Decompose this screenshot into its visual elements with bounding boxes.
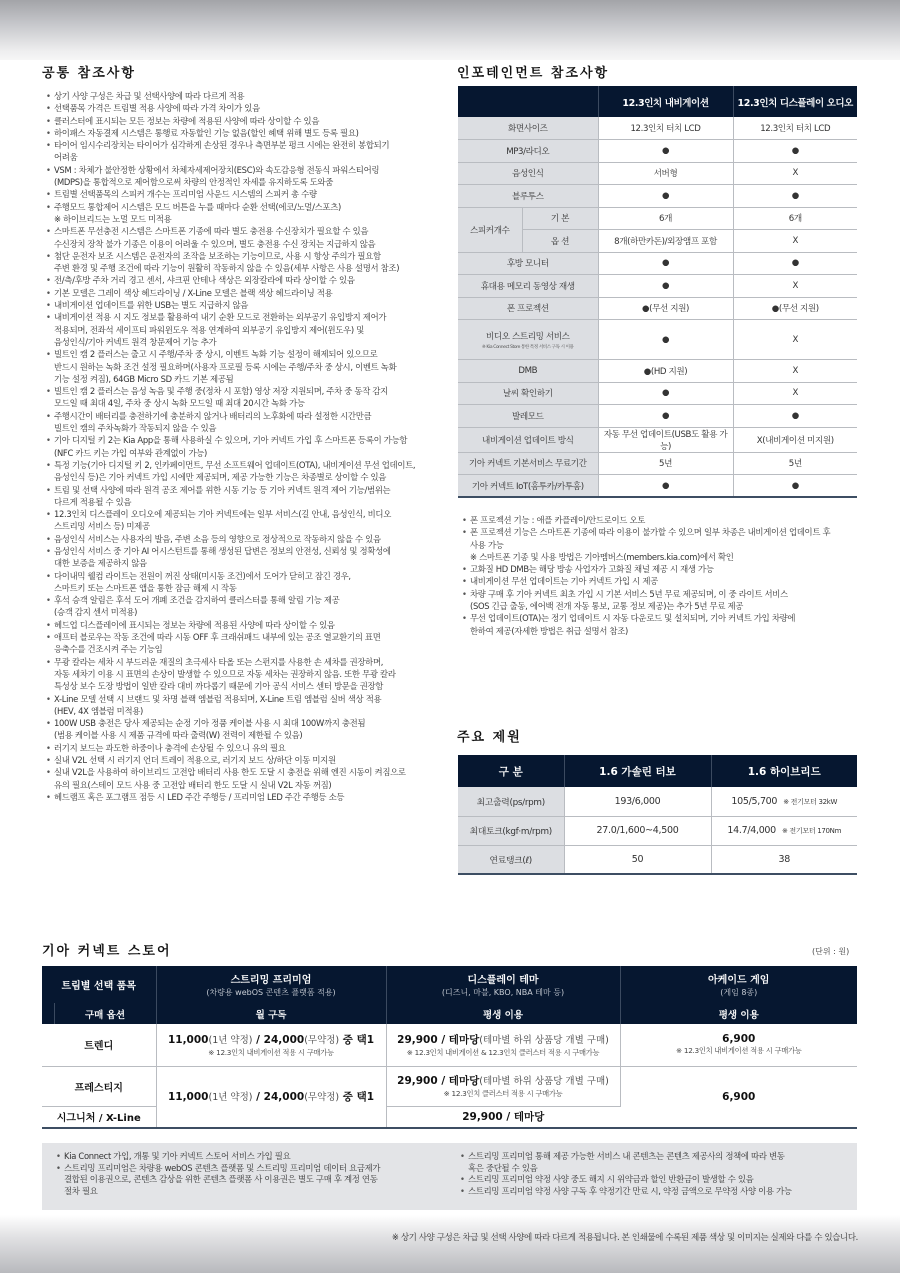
unit-label: (단위 : 원) <box>812 947 850 956</box>
note-item: • 러기지 보드는 과도한 하중이나 충격에 손상될 수 있으니 유의 필요 <box>46 742 451 754</box>
choose-one: 중 택1 <box>339 1033 375 1046</box>
table-row <box>42 1066 857 1106</box>
header-trim-option: 트림별 선택 품목 <box>42 966 156 1003</box>
theme-price: 29,900 / 테마당 <box>397 1075 480 1087</box>
cell-audio: ● <box>733 405 857 428</box>
note-item: • 애프터 블로우는 작동 조건에 따라 시동 OFF 후 크래쉬패드 내부에 있는 공조 열교환기의 표면 응축수를 건조시켜 주는 기능임 <box>46 631 451 656</box>
row-label: DMB <box>458 360 598 383</box>
cell-audio: 5년 <box>733 452 857 475</box>
header-hybrid: 1.6 하이브리드 <box>711 755 857 787</box>
header-streaming-type: 월 구독 <box>156 1003 386 1024</box>
cell-nav: ●(무선 지원) <box>598 297 733 320</box>
cell-audio: X(내비게이션 미지원) <box>733 427 857 452</box>
cell-nav: 6개 <box>598 207 733 230</box>
table-row <box>458 252 857 275</box>
table-row <box>458 297 857 320</box>
note-item: • 상기 사양 구성은 차급 및 선택사양에 따라 다르게 적용 <box>46 90 451 102</box>
infotainment-title: 인포테인먼트 참조사항 <box>457 66 610 81</box>
header-category: 구 분 <box>458 755 564 787</box>
theme-name: 디스플레이 테마 <box>467 975 539 986</box>
header-gasoline: 1.6 가솔린 터보 <box>564 755 711 787</box>
theme-note: ※ 12.3인치 내비게이션 & 12.3인치 클러스터 적용 시 구매가능 <box>406 1047 600 1057</box>
cell-audio: 12.3인치 터치 LCD <box>733 117 857 140</box>
note-item: ※ 스마트폰 기종 및 사용 방법은 기아멤버스(members.kia.com)에서 확인 <box>470 551 734 562</box>
price-annual: 11,000 <box>167 1033 209 1046</box>
header-arcade <box>620 966 857 1003</box>
hybrid-value: 105/5,700 <box>731 795 778 807</box>
header-blank <box>458 86 598 117</box>
trim-signature-xline: 시그니처 / X-Line <box>42 1106 156 1128</box>
note-item: • 고화질 HD DMB는 해당 방송 사업자가 고화질 채널 제공 시 재생 가능 <box>462 563 862 575</box>
cell-audio: ● <box>733 252 857 275</box>
cell-hybrid: 38 <box>711 845 857 874</box>
cell-audio: ● <box>733 140 857 163</box>
theme-note: ※ 12.3인치 클러스터 적용 시 구매가능 <box>443 1089 563 1098</box>
row-label-text: 비디오 스트리밍 서비스 <box>485 331 570 342</box>
page-bottom-gradient <box>0 1215 900 1273</box>
note-item: • 폰 프로젝션 기능은 스마트폰 기종에 따라 이용이 불가할 수 있으며 일부 차종은 내비게이션 업데이트 후 사용 가능 <box>462 526 862 551</box>
cell-gasoline: 50 <box>564 845 711 874</box>
cell-nav: ●(HD 지원) <box>598 360 733 383</box>
row-label: 연료탱크(ℓ) <box>458 845 564 874</box>
theme-detail: (테마별 하위 상품당 개별 구매) <box>479 1034 609 1046</box>
note-item: • VSM : 차체가 불안정한 상황에서 차체자세제어장치(ESC)와 속도감응형 전동식 파워스티어링 (MDPS)을 통합적으로 제어함으로써 차량의 안정적인 자세를 유지하도록 도와줌 <box>46 164 451 189</box>
note-item: • 기아 디지털 키 2는 Kia App을 통해 사용하실 수 있으며, 기아 커넥트 가입 후 스마트폰 등록이 가능함 (NFC 카드 키는 가입 여부와 관계없이 가능) <box>46 434 451 459</box>
footer-disclaimer: ※ 상기 사양 구성은 차급 및 선택 사양에 따라 다르게 적용됩니다. 본 인쇄물에 수록된 제품 색상 및 이미지는 실제와 다를 수 있습니다. <box>391 1232 858 1242</box>
cell-audio: ● <box>733 185 857 208</box>
cell-audio: 6개 <box>733 207 857 230</box>
table-row <box>458 185 857 208</box>
table-row <box>458 117 857 140</box>
note-item: • 헤드램프 혹은 포그램프 점등 시 LED 주간 주행등 / 프리미엄 LED 주간 주행등 소등 <box>46 791 451 803</box>
arcade-desc: (게임 8종) <box>720 988 758 997</box>
table-row <box>458 475 857 498</box>
table-row <box>458 140 857 163</box>
theme-desc: (디즈니, 마블, KBO, NBA 테마 등) <box>441 988 565 997</box>
cell-nav: ● <box>598 185 733 208</box>
note-item: • 실내 V2L을 사용하여 하이브리드 고전압 배터리 사용 한도 도달 시 충전을 위해 엔진 시동이 켜짐으로 유의 필요(스테이 모드 사용 중 고전압 배터리 한도 도달 시 실내 V2L 자동 꺼짐) <box>46 766 451 791</box>
common-notes-list <box>46 90 451 803</box>
note-item: • 타이어 임시수리장치는 타이어가 심각하게 손상된 경우나 측면부분 펑크 시에는 완전히 봉합되기 어려움 <box>46 139 451 164</box>
cell-arcade-trendy <box>620 1024 857 1066</box>
store-note-item: • 스트리밍 프리미엄 약정 사양 중도 해지 시 위약금과 할인 반환금이 발생할 수 있음 <box>460 1174 850 1186</box>
note-item: • 내비게이션 무선 업데이트는 기아 커넥트 가입 시 제공 <box>462 575 862 587</box>
table-header-row <box>42 966 857 1003</box>
note-item: • 주행모드 통합제어 시스템은 모드 버튼을 누를 때마다 순환 선택(에코/노멀/스포츠) ※ 하이브리드는 노멀 모드 미적용 <box>46 201 451 226</box>
price-annual: 11,000 <box>167 1091 209 1104</box>
cell-hybrid <box>711 787 857 816</box>
note-item: • 무광 칼라는 세차 시 부드러운 재질의 초극세사 타올 또는 스펀지를 사용한 손 세차를 권장하며, 자동 세차기 이용 시 표면의 손상이 발생할 수 있으므로 자동 세차는 권장하지 않음. 또한 무광 칼라 특성상 보수 도장 방법이 일반 칼라 대비 까다롭기 때문에 기아 공식 서비스 센터 방문을 권장함 <box>46 656 451 693</box>
header-display-audio: 12.3인치 디스플레이 오디오 <box>733 86 857 117</box>
store-note-item: • 스트리밍 프리미엄은 차량용 webOS 콘텐츠 플랫폼 및 스트리밍 프리미엄 데이터 요금제가 결합된 이용권으로, 콘텐츠 감상을 위한 콘텐츠 플랫폼 사 이용권은 별도 구매 후 계정 연동 절차 필요 <box>56 1163 446 1198</box>
theme-price: 29,900 / 테마당 <box>397 1033 480 1046</box>
cell-nav: ● <box>598 475 733 498</box>
theme-detail: (테마별 하위 상품당 개별 구매) <box>479 1076 609 1087</box>
cell-audio: X <box>733 320 857 360</box>
store-notes-box <box>42 1143 857 1210</box>
arcade-price: 6,900 <box>722 1033 756 1046</box>
separator: / <box>252 1033 264 1046</box>
note-item: • X-Line 모델 선택 시 브랜드 및 차명 블랙 엠블럼 적용되며, X-Line 트림 엠블럼 실버 색상 적용 (HEV, 4X 엠블럼 미적용) <box>46 693 451 718</box>
table-row <box>458 275 857 298</box>
note-item: • 차량 구매 후 기아 커넥트 최초 가입 시 기본 서비스 5년 무료 제공되며, 이 중 라이트 서비스 (SOS 긴급 출동, 에어백 전개 자동 통보, 교통 정보 제공)는 추가 5년 무료 제공 <box>462 588 862 613</box>
term-annual: (1년 약정) <box>208 1034 253 1046</box>
cell-gasoline: 27.0/1,600~4,500 <box>564 816 711 845</box>
cell-theme-signature <box>386 1106 620 1128</box>
cell-nav: 5년 <box>598 452 733 475</box>
trim-prestige: 프레스티지 <box>42 1066 156 1106</box>
note-item: • 12.3인치 디스플레이 오디오에 제공되는 기아 커넥트에는 일부 서비스(길 안내, 음성인식, 비디오 스트리밍 서비스 등) 미제공 <box>46 508 451 533</box>
table-row <box>458 405 857 428</box>
header-theme-type: 평생 이용 <box>386 1003 620 1024</box>
arcade-note: ※ 12.3인치 내비게이션 적용 시 구매가능 <box>676 1046 802 1056</box>
cell-nav: ● <box>598 140 733 163</box>
row-label: 블루투스 <box>458 185 598 208</box>
cell-nav: 12.3인치 터치 LCD <box>598 117 733 140</box>
header-purchase-option: 구매 옵션 <box>54 1003 156 1024</box>
term-monthly: (무약정) <box>304 1034 340 1046</box>
table-row <box>458 320 857 360</box>
cell-audio: X <box>733 275 857 298</box>
store-note-item: • Kia Connect 가입, 개통 및 기아 커넥트 스토어 서비스 가입 필요 <box>56 1151 446 1163</box>
table-row <box>42 1024 857 1066</box>
note-item: • 주행시간이 배터리를 충전하기에 충분하지 않거나 배터리의 노후화에 따라 설정한 시간만큼 빌트인 캠의 주차녹화가 작동되지 않을 수 있음 <box>46 410 451 435</box>
store-notes-left <box>56 1151 446 1197</box>
header-streaming <box>156 966 386 1003</box>
specs-title: 주요 제원 <box>457 730 522 745</box>
row-label: 화면사이즈 <box>458 117 598 140</box>
row-label: MP3/라디오 <box>458 140 598 163</box>
table-row <box>458 787 857 816</box>
row-label: 옵 션 <box>522 230 598 253</box>
row-label <box>458 320 598 360</box>
hybrid-note: ※ 전기모터 170Nm <box>781 827 842 835</box>
row-label: 폰 프로젝션 <box>458 297 598 320</box>
note-item: • 음성인식 서비스는 사용자의 발음, 주변 소음 등의 영향으로 정상적으로 작동하지 않을 수 있음 <box>46 533 451 545</box>
common-notes-title: 공통 참조사항 <box>42 66 136 81</box>
cell-streaming-prestige-signature <box>156 1066 386 1128</box>
row-group-label: 스피커개수 <box>458 207 522 252</box>
table-row <box>458 816 857 845</box>
hybrid-value: 14.7/4,000 <box>727 825 776 836</box>
note-item: • 전/측/후방 주차 거리 경고 센서, 샤크핀 안테나 색상은 외장칼라에 따라 상이할 수 있음 <box>46 274 451 286</box>
cell-audio: X <box>733 382 857 405</box>
row-label-subnote: ※ Kia Connect Store 통한 특정 서비스 구독 시 이용 <box>482 344 574 350</box>
note-item: • 특정 기능(기아 디지털 키 2, 인카페이먼트, 무선 소프트웨어 업데이트(OTA), 내비게이션 무선 업데이트, 음성인식 등)은 기아 커넥트 가입 시에만 제공되며, 제공 가능한 기능은 차종별로 상이할 수 있음 <box>46 459 451 484</box>
note-item: • 음성인식 서비스 중 기아 AI 어시스턴트를 통해 생성된 답변은 정보의 안전성, 신뢰성 및 정확성에 대한 보증을 제공하지 않음 <box>46 545 451 570</box>
row-label: 최고출력(ps/rpm) <box>458 787 564 816</box>
note-item: • 트림별 선택품목의 스피커 개수는 프리미엄 사운드 시스템의 스피커 총 수량 <box>46 188 451 200</box>
note-item: • 내비게이션 업데이트를 위한 USB는 별도 지급하지 않음 <box>46 299 451 311</box>
table-row <box>458 452 857 475</box>
store-note-item: • 스트리밍 프리미엄 통해 제공 가능한 서비스 내 콘텐츠는 콘텐츠 제공사의 정책에 따라 변동 혹은 중단될 수 있음 <box>460 1151 850 1174</box>
note-item: • 실내 V2L 선택 시 러기지 언더 트레이 적용으로, 러기지 보드 상/하단 이동 미지원 <box>46 754 451 766</box>
cell-nav: ● <box>598 382 733 405</box>
arcade-price: 6,900 <box>722 1090 756 1103</box>
note-item: • 헤드업 디스플레이에 표시되는 정보는 차량에 적용된 사양에 따라 상이할 수 있음 <box>46 619 451 631</box>
cell-nav: ● <box>598 252 733 275</box>
streaming-name: 스트리밍 프리미엄 <box>230 975 312 986</box>
note-item: • 첨단 운전자 보조 시스템은 운전자의 조작을 보조하는 기능이므로, 사용 시 항상 주의가 필요함 주변 환경 및 주행 조건에 따라 기능이 원활히 작동하지 않을 수 있음(세부 사항은 사용 설명서 참조) <box>46 250 451 275</box>
cell-nav: ● <box>598 275 733 298</box>
row-label: 휴대용 메모리 동영상 재생 <box>458 275 598 298</box>
row-label: 발레모드 <box>458 405 598 428</box>
streaming-note: ※ 12.3인치 내비게이션 적용 시 구매가능 <box>208 1047 334 1057</box>
store-notes-right <box>460 1151 850 1197</box>
price-monthly: 24,000 <box>263 1033 305 1046</box>
table-row <box>458 207 857 230</box>
cell-theme-prestige <box>386 1066 620 1106</box>
specs-table <box>458 755 857 875</box>
row-label: 최대토크(kgf·m/rpm) <box>458 816 564 845</box>
choose-one: 중 택1 <box>339 1091 375 1104</box>
table-subheader-row <box>42 1003 857 1024</box>
header-arcade-type: 평생 이용 <box>620 1003 857 1024</box>
row-label: 기아 커넥트 기본서비스 무료기간 <box>458 452 598 475</box>
note-item: • 무선 업데이트(OTA)는 정기 업데이트 시 자동 다운로드 및 설치되며, 기아 커넥트 가입 차량에 한하여 제공(자세한 방법은 취급 설명서 참조) <box>462 612 862 637</box>
term-monthly: (무약정) <box>304 1092 340 1104</box>
header-navigation: 12.3인치 내비게이션 <box>598 86 733 117</box>
note-item: • 트림 및 선택 사양에 따라 원격 공조 제어를 위한 시동 기능 등 기아 커넥트 원격 제어 기능/범위는 다르게 적용될 수 있음 <box>46 484 451 509</box>
price-monthly: 24,000 <box>263 1091 305 1104</box>
row-label: 후방 모니터 <box>458 252 598 275</box>
row-label: 내비게이션 업데이트 방식 <box>458 427 598 452</box>
note-item: • 스마트폰 무선충전 시스템은 스마트폰 기종에 따라 별도 충전용 수신장치가 필요할 수 있음 수신장치 장착 불가 기종은 이용이 어려울 수 있으며, 별도 충전용 수신 장치는 지급하지 않음 <box>46 225 451 250</box>
note-item: • 빌트인 캠 2 플러스는 음성 녹음 및 주행 중(정차 시 포함) 영상 저장 지원되며, 주차 중 동작 감지 모드일 때 최대 4일, 주차 중 상시 녹화 모드일 때 최대 20시간 녹화 가능 <box>46 385 451 410</box>
row-label: 기아 커넥트 IoT(홈투카/카투홈) <box>458 475 598 498</box>
note-item: • 클러스터에 표시되는 모든 정보는 차량에 적용된 사양에 따라 상이할 수 있음 <box>46 115 451 127</box>
cell-audio: ● <box>733 475 857 498</box>
row-label: 음성인식 <box>458 162 598 185</box>
row-label: 기 본 <box>522 207 598 230</box>
cell-streaming-trendy <box>156 1024 386 1066</box>
cell-arcade-prestige-signature <box>620 1066 857 1128</box>
hybrid-note: ※ 전기모터 32kW <box>783 797 838 806</box>
streaming-desc: (차량용 webOS 콘텐츠 플랫폼 적용) <box>206 988 336 997</box>
row-label: 날씨 확인하기 <box>458 382 598 405</box>
infotainment-table <box>458 86 857 498</box>
note-item: • 폰 프로젝션 기능 : 애플 카플레이/안드로이드 오토 <box>462 514 862 526</box>
table-row <box>458 382 857 405</box>
page-top-gradient <box>0 0 900 60</box>
store-note-item: • 스트리밍 프리미엄 약정 사양 구독 후 약정기간 만료 시, 약정 금액으로 무약정 사양 이용 가능 <box>460 1186 850 1198</box>
cell-audio: X <box>733 162 857 185</box>
cell-nav: 서버형 <box>598 162 733 185</box>
cell-audio: X <box>733 230 857 253</box>
cell-audio: X <box>733 360 857 383</box>
table-row <box>458 162 857 185</box>
header-spacer <box>42 1003 54 1024</box>
separator: / <box>252 1091 264 1104</box>
trim-trendy: 트렌디 <box>42 1024 156 1066</box>
term-annual: (1년 약정) <box>208 1092 253 1104</box>
cell-gasoline: 193/6,000 <box>564 787 711 816</box>
note-item: • 다이내믹 웰컴 라이트는 전원이 꺼진 상태(미시동 조건)에서 도어가 닫히고 잠긴 경우, 스마트키 또는 스마트폰 앱을 통한 잠금 해제 시 작동 <box>46 570 451 595</box>
cell-nav: 자동 무선 업데이트(USB도 활용 가능) <box>598 427 733 452</box>
cell-theme-trendy <box>386 1024 620 1066</box>
note-item: • 내비게이션 적용 시 지도 정보를 활용하여 내기 순환 모드로 전환하는 외부공기 유입방지 제어가 적용되며, 전좌석 세이프티 파워윈도우 적용 연계하여 외부공기 유입방지 제어(윈도우) 및 음성인식/기아 커넥트 원격 창문제어 기능 추가 <box>46 311 451 348</box>
infotainment-notes-list <box>462 514 862 637</box>
note-item: • 후석 승객 알림은 후석 도어 개폐 조건을 감지하여 클러스터를 통해 알림 기능 제공 (승객 감지 센서 미적용) <box>46 594 451 619</box>
table-row <box>458 845 857 874</box>
cell-nav: 8개(하만카돈)/외장앰프 포함 <box>598 230 733 253</box>
note-item: • 기본 모델은 그레이 색상 헤드라이닝 / X-Line 모델은 블랙 색상 헤드라이닝 적용 <box>46 287 451 299</box>
cell-nav: ● <box>598 320 733 360</box>
table-row <box>458 427 857 452</box>
store-table <box>42 966 857 1129</box>
note-item: • 하이패스 자동결제 시스템은 통행료 자동할인 기능 없음(할인 혜택 위해 별도 등록 필요) <box>46 127 451 139</box>
store-title: 기아 커넥트 스토어 <box>42 944 172 959</box>
table-row <box>458 360 857 383</box>
cell-hybrid <box>711 816 857 845</box>
note-item: • 빌트인 캠 2 플러스는 출고 시 주행/주차 중 상시, 이벤트 녹화 기능 설정이 해제되어 있으므로 반드시 원하는 녹화 조건 설정 필요하며(사용자 프로필 등록 시에는 주행/주차 중 상시, 이벤트 녹화 기능 설정 켜짐), 64GB Micro SD 카드 기본 제공됨 <box>46 348 451 385</box>
note-item: • 100W USB 충전은 당사 제공되는 순정 기아 정품 케이블 사용 시 최대 100W까지 충전됨 (범용 케이블 사용 시 제품 규격에 따라 출력(W) 전력이 제한될 수 있음) <box>46 717 451 742</box>
table-header-row <box>458 86 857 117</box>
theme-price: 29,900 / 테마당 <box>462 1111 545 1124</box>
note-item: • 선택품목 가격은 트림별 적용 사양에 따라 가격 차이가 있음 <box>46 102 451 114</box>
arcade-name: 아케이드 게임 <box>708 975 770 986</box>
table-header-row <box>458 755 857 787</box>
cell-nav: ● <box>598 405 733 428</box>
cell-audio: ●(무선 지원) <box>733 297 857 320</box>
header-theme <box>386 966 620 1003</box>
